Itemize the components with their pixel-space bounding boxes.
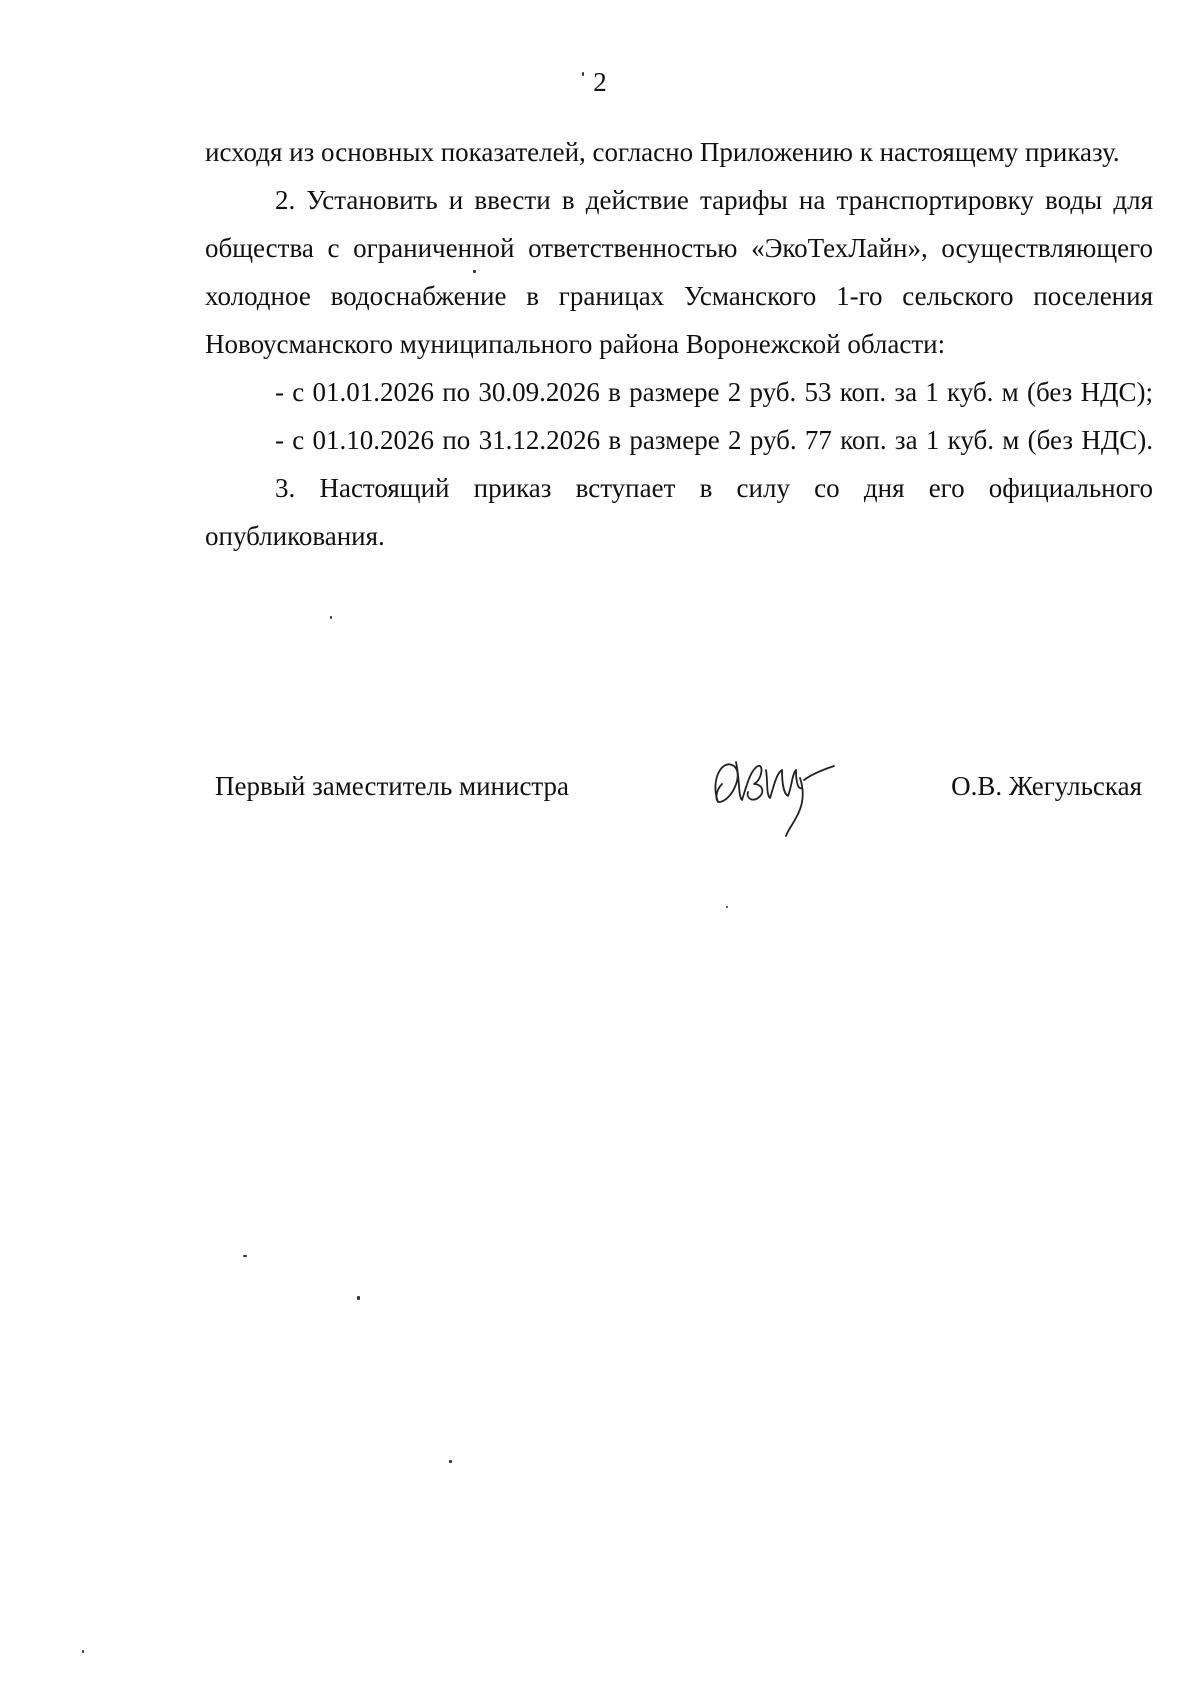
document-body [205,128,1153,560]
scan-speck [726,906,728,908]
tariff-line-2: - с 01.10.2026 по 31.12.2026 в размере 2 руб. 77 коп. за 1 куб. м (без НДС). [275,425,1153,455]
signatory-position: Первый заместитель министра [215,771,570,801]
signatory-name: О.В. Жегульская [951,771,1142,801]
scan-speck [243,1255,247,1257]
paragraph-continuation: исходя из основных показателей, согласно Приложению к настоящему приказу. [205,137,1120,167]
scan-speck [582,72,584,76]
signature-block [0,740,1200,840]
handwritten-signature-icon [700,740,850,840]
tariff-line-1: - с 01.01.2026 по 30.09.2026 в размере 2 руб. 53 коп. за 1 куб. м (без НДС); [275,377,1153,407]
page-number: 2 [593,67,607,97]
scan-speck [473,270,476,273]
scan-speck [357,1296,360,1300]
paragraph-item-3: 3. Настоящий приказ вступает в силу со дня его официального опубликования. [205,473,1153,551]
scan-speck [449,1460,452,1463]
scan-speck [330,616,332,619]
paragraph-item-2: 2. Установить и ввести в действие тарифы на транспортировку воды для общества с ограниченной ответственностью «ЭкоТехЛайн», осуществляющего холодное водоснабжение в границах Усманского 1-го сельского поселения Новоусманского муниципального района Воронежской области: [205,185,1153,359]
scan-speck [82,1650,84,1653]
